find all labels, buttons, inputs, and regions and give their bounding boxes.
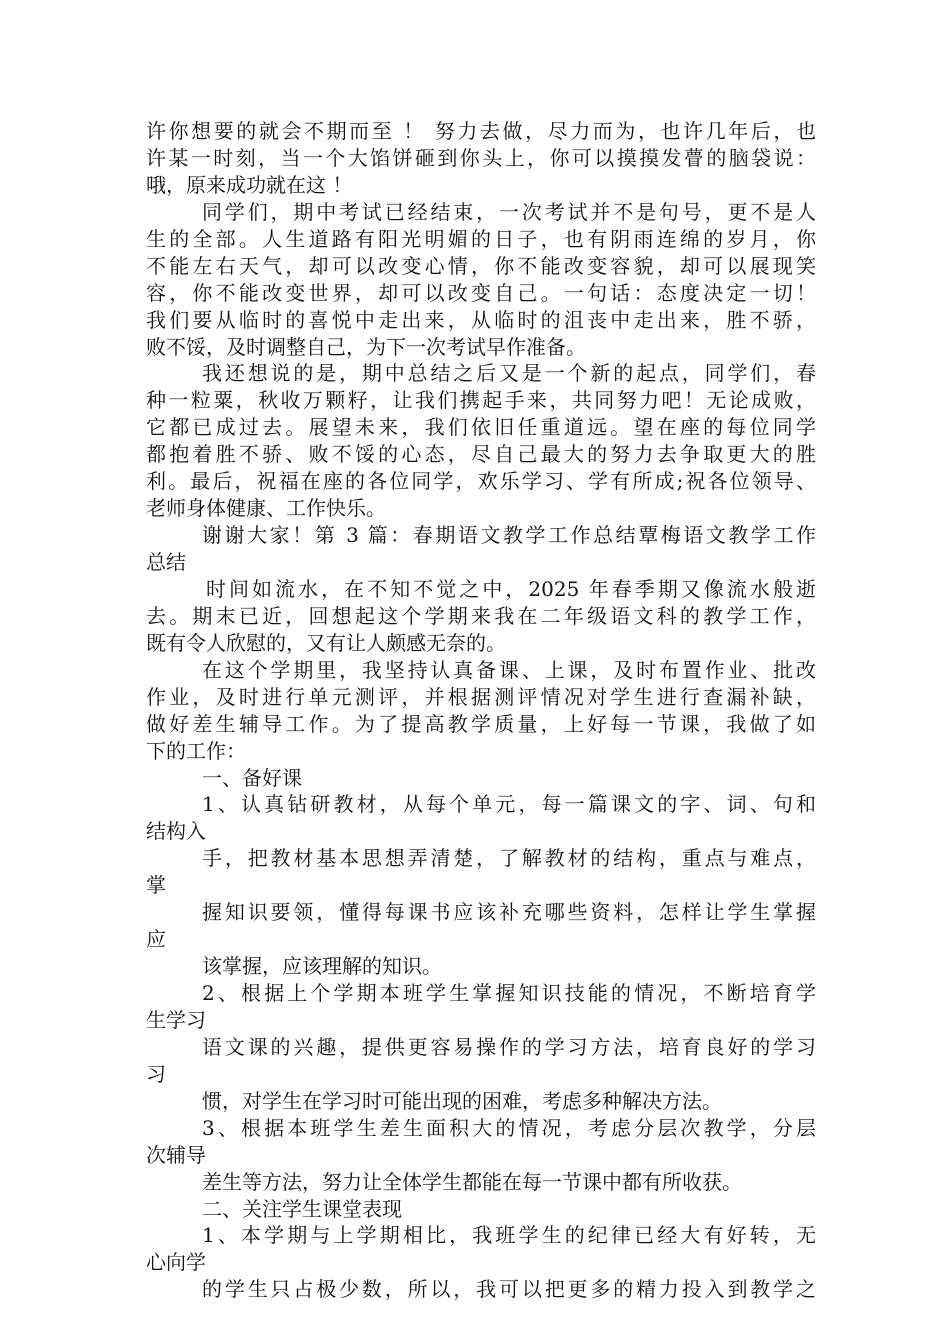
text-line: 差生等方法，努力让全体学生都能在每一节课中都有所收获。	[202, 1169, 742, 1194]
text-line: 1、认真钻研教材，从每个单元，每一篇课文的字、词、句和	[202, 792, 816, 817]
text-line: 去。期末已近，回想起这个学期来我在二年级语文科的教学工作，	[146, 603, 816, 628]
text-line: 二、关注学生课堂表现	[202, 1196, 402, 1221]
text-line: 容，你不能改变世界，却可以改变自己。一句话：态度决定一切！	[146, 280, 816, 305]
text-line: 掌	[146, 873, 166, 898]
text-line: 都抱着胜不骄、败不馁的心态，尽自己最大的努力去争取更大的胜	[146, 442, 816, 467]
text-line: 种一粒粟，秋收万颗籽，让我们携起手来，共同努力吧！无论成败，	[146, 388, 816, 413]
text-line: 我们要从临时的喜悦中走出来，从临时的沮丧中走出来，胜不骄，	[146, 307, 816, 332]
text-line: 老师身体健康、工作快乐。	[146, 496, 386, 521]
text-line: 次辅导	[146, 1142, 206, 1167]
text-line: 败不馁，及时调整自己，为下一次考试早作准备。	[146, 334, 586, 359]
text-line: 生的全部。人生道路有阳光明媚的日子，也有阴雨连绵的岁月，你	[146, 226, 816, 251]
text-line: 一、备好课	[202, 765, 302, 790]
text-line: 时间如流水，在不知不觉之中，2025 年春季期又像流水般逝	[206, 576, 816, 601]
text-line: 3、根据本班学生差生面积大的情况，考虑分层次教学，分层	[202, 1115, 816, 1140]
text-line: 心向学	[146, 1250, 206, 1275]
text-line: 2、根据上个学期本班学生掌握知识技能的情况，不断培育学	[202, 981, 816, 1005]
text-line: 做好差生辅导工作。为了提高教学质量，上好每一节课，我做了如	[146, 711, 816, 736]
text-line: 握知识要领，懂得每课书应该补充哪些资料，怎样让学生掌握	[202, 900, 816, 925]
text-line: 许你想要的就会不期而至 ！ 努力去做，尽力而为，也许几年后，也	[146, 119, 816, 143]
text-line: 不能左右天气，却可以改变心情，你不能改变容貌，却可以展现笑	[146, 253, 816, 278]
text-line: 哦，原来成功就在这 ！	[146, 172, 353, 197]
text-line: 1、本学期与上学期相比，我班学生的纪律已经大有好转，无	[202, 1223, 816, 1248]
document-body-text	[146, 118, 816, 1303]
text-line: 的学生只占极少数，所以，我可以把更多的精力投入到教学之	[202, 1277, 816, 1302]
text-line: 应	[146, 927, 166, 952]
text-line: 在这个学期里，我坚持认真备课、上课，及时布置作业、批改	[202, 657, 816, 682]
text-line: 总结	[146, 550, 186, 574]
text-line: 许某一时刻，当一个大馅饼砸到你头上，你可以摸摸发瞢的脑袋说：	[146, 145, 816, 170]
text-line: 语文课的兴趣，提供更容易操作的学习方法，培育良好的学习	[202, 1034, 816, 1059]
text-line: 既有令人欣慰的，又有让人颇感无奈的。	[146, 630, 506, 655]
text-line: 结构入	[146, 819, 206, 844]
text-line: 下的工作：	[146, 738, 246, 763]
text-line: 手，把教材基本思想弄清楚，了解教材的结构，重点与难点，	[202, 846, 816, 871]
text-line: 它都已成过去。展望未来，我们依旧任重道远。望在座的每位同学	[146, 415, 816, 440]
text-line: 惯，对学生在学习时可能出现的困难，考虑多种解决方法。	[202, 1088, 722, 1113]
text-line: 同学们，期中考试已经结束，一次考试并不是句号，更不是人	[202, 199, 816, 224]
text-line: 我还想说的是，期中总结之后又是一个新的起点，同学们，春	[202, 361, 816, 386]
text-line: 生学习	[146, 1007, 206, 1032]
text-line: 作业，及时进行单元测评，并根据测评情况对学生进行查漏补缺，	[146, 684, 816, 709]
text-line: 该掌握，应该理解的知识。	[202, 954, 442, 979]
text-line: 谢谢大家！第 3 篇：春期语文教学工作总结覃梅语文教学工作	[202, 523, 816, 548]
text-line: 习	[146, 1061, 166, 1086]
text-line: 利。最后，祝福在座的各位同学，欢乐学习、学有所成;祝各位领导、	[146, 469, 816, 494]
